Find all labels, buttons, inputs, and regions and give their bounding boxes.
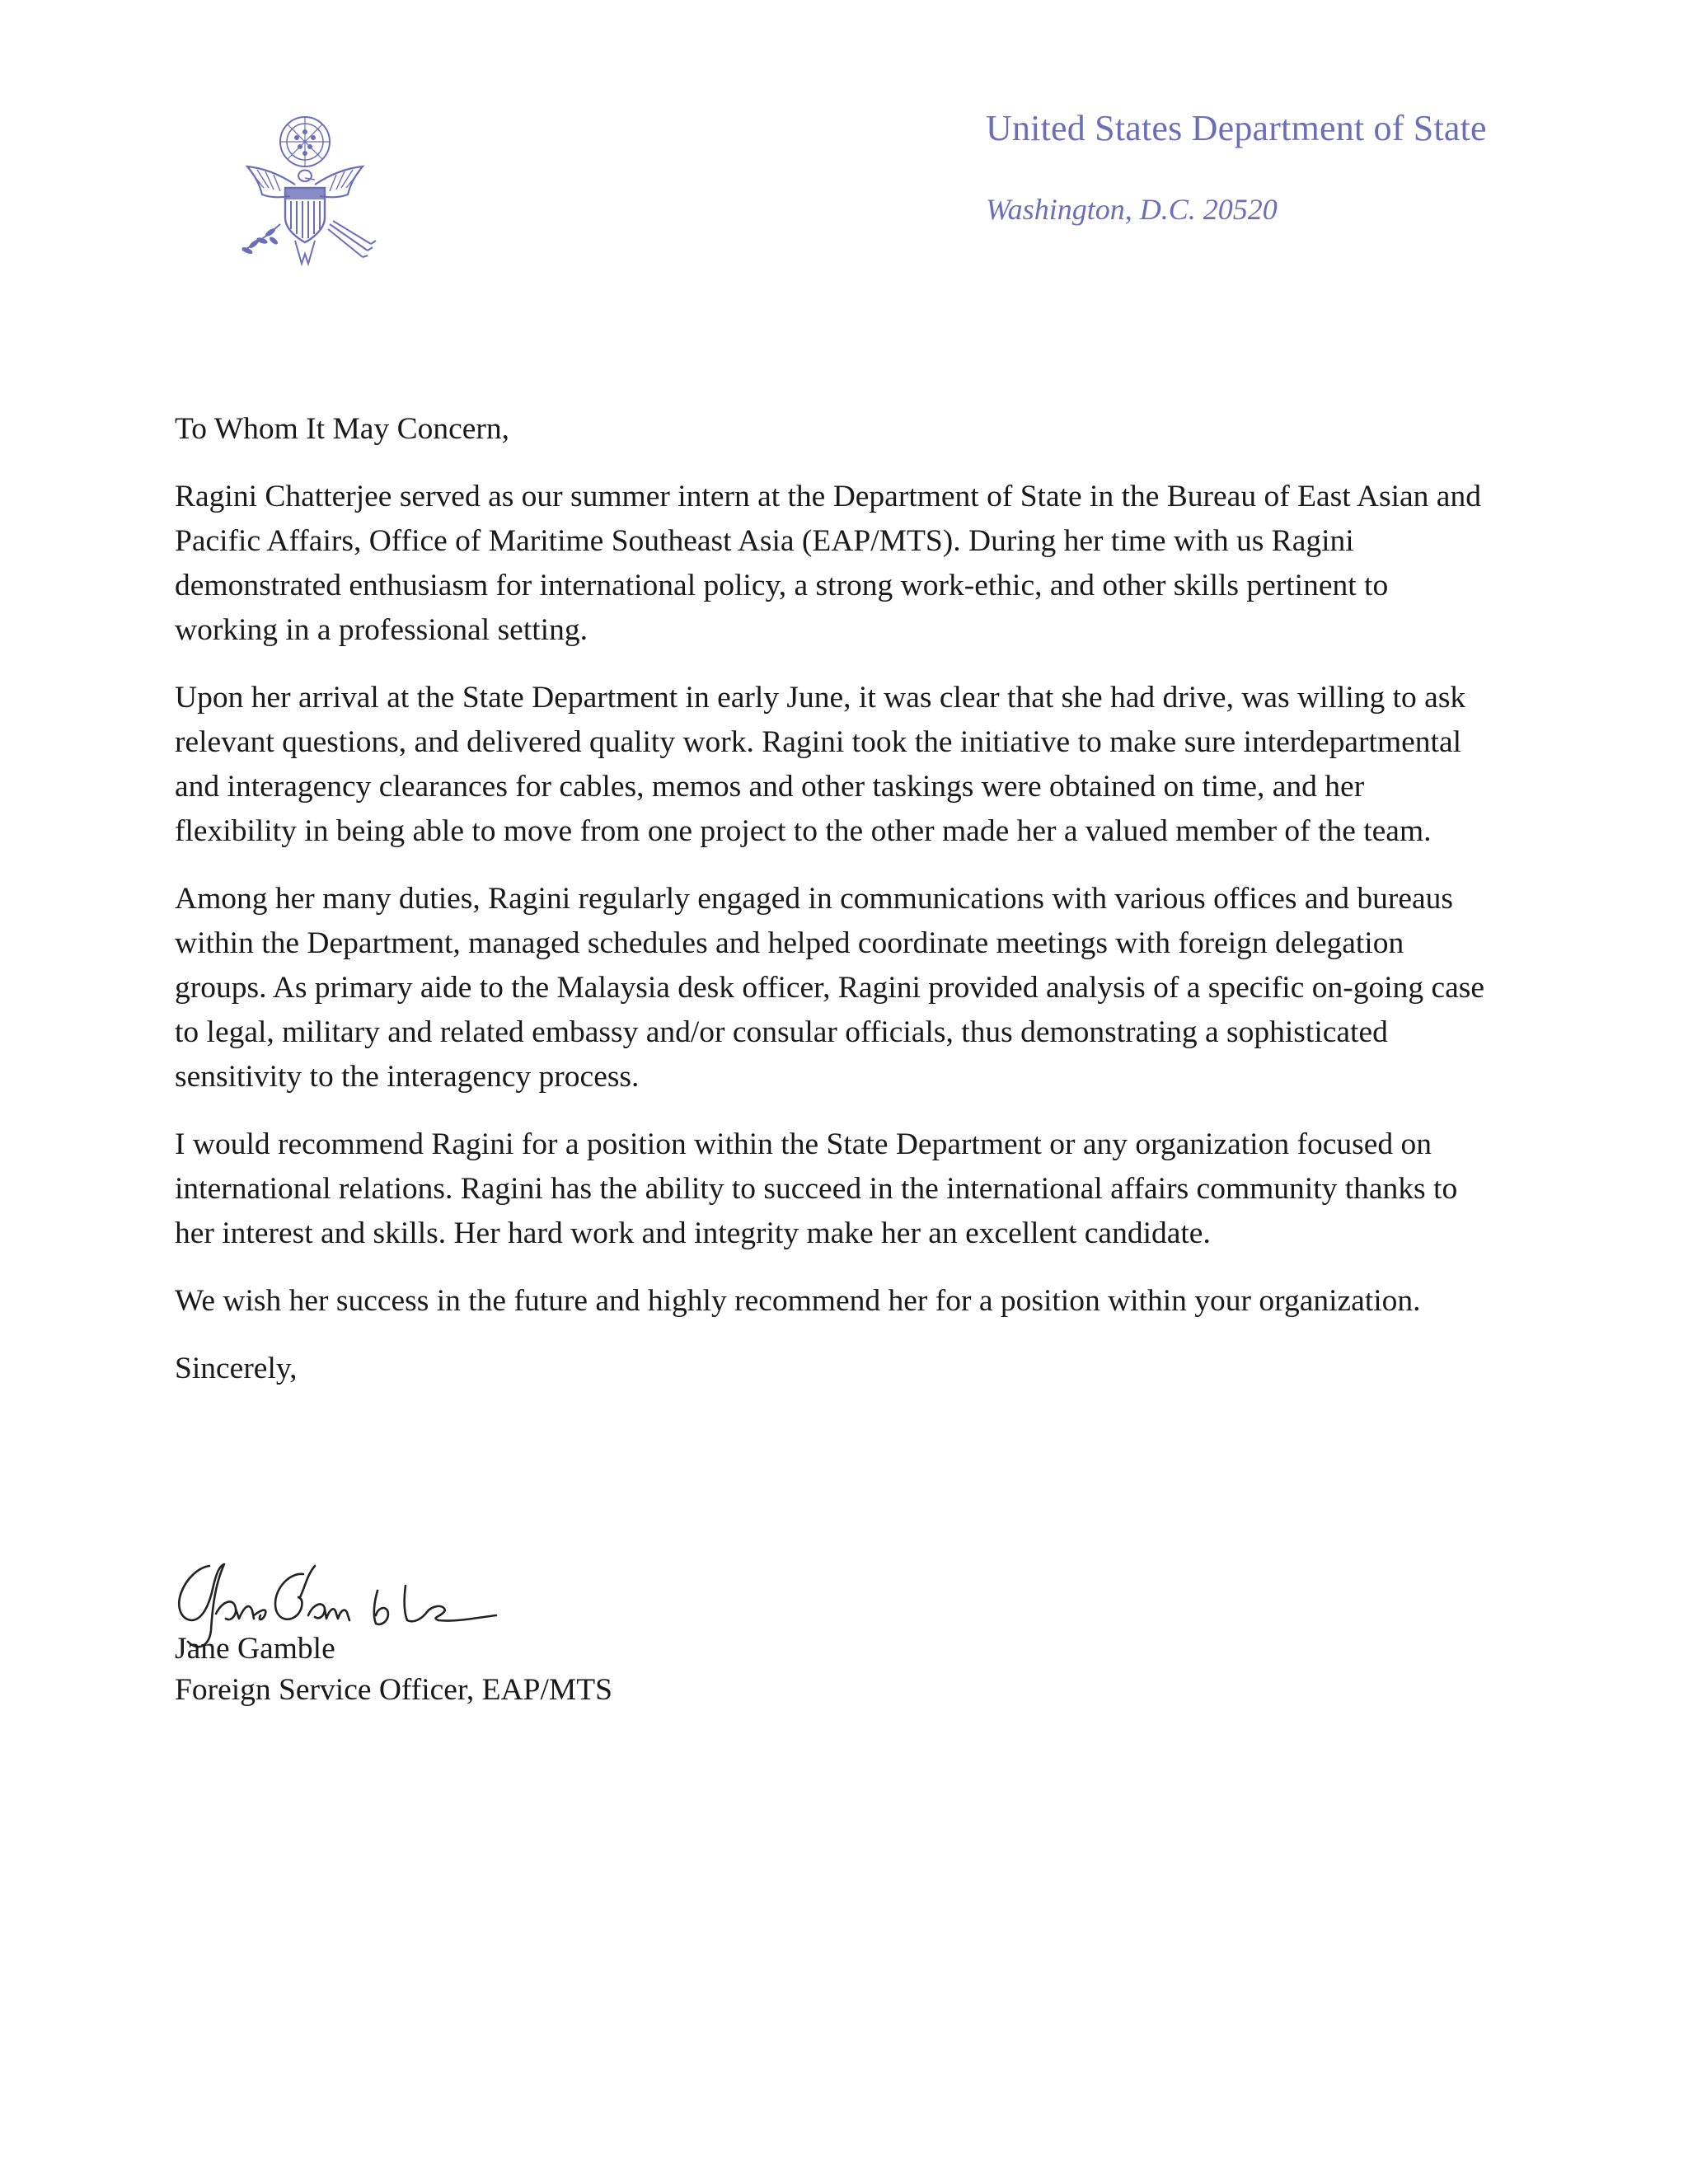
signer-title: Foreign Service Officer, EAP/MTS	[175, 1673, 613, 1707]
letterhead-organization: United States Department of State	[986, 108, 1487, 148]
closing: Sincerely,	[175, 1352, 298, 1385]
paragraph-5: We wish her success in the future and highly recommend her for a position within your organization.	[175, 1284, 1421, 1318]
letterhead	[986, 105, 1563, 227]
letterhead-location: Washington, D.C. 20520	[986, 193, 1278, 226]
paragraph-3: Among her many duties, Ragini regularly engaged in communications with various offices and bureaus within the Department, managed schedules and helped coordinate meetings with foreign delegation groups. As primary aide to the Malaysia desk officer, Ragini provided analysis of a specific on-going case to legal, military and related embassy and/or consular officials, thus demonstrating a sophisticated sensitivity to the interagency process.	[175, 882, 1485, 1094]
signature-block	[175, 1629, 612, 1711]
salutation: To Whom It May Concern,	[175, 412, 509, 446]
great-seal-icon	[223, 109, 387, 278]
paragraph-4: I would recommend Ragini for a position within the State Department or any organization focused on international relations. Ragini has the ability to succeed in the international affairs community thanks to her interest and skills. Her hard work and integrity make her an excellent candidate.	[175, 1127, 1458, 1250]
paragraph-1: Ragini Chatterjee served as our summer intern at the Department of State in the Bureau of East Asian and Pacific Affairs, Office of Maritime Southeast Asia (EAP/MTS). During her time with us Ragini demonstrated enthusiasm for international policy, a strong work-ethic, and other skills pertinent to working in a professional setting.	[175, 480, 1481, 647]
letter-body	[175, 407, 1485, 1391]
paragraph-2: Upon her arrival at the State Department in early June, it was clear that she had drive, was willing to ask relevant questions, and delivered quality work. Ragini took the initiative to make sure interdepartmental and interagency clearances for cables, memos and other taskings were obtained on time, and her flexibility in being able to move from one project to the other made her a valued member of the team.	[175, 681, 1466, 848]
signer-name: Jane Gamble	[175, 1632, 335, 1666]
